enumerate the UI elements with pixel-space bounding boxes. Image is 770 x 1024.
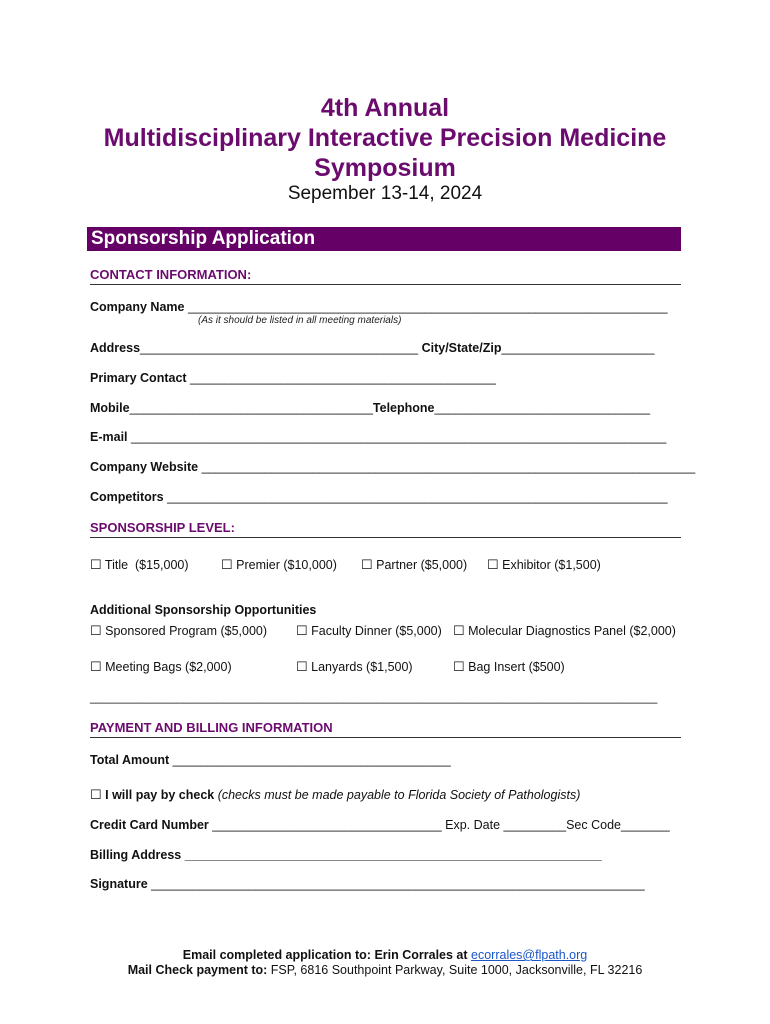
- address-field[interactable]: ________________________________________: [140, 341, 422, 355]
- credit-card-label: Credit Card Number: [90, 818, 209, 832]
- billing-address-field[interactable]: ____________________________________________________________: [181, 848, 602, 862]
- level-partner-option[interactable]: [361, 557, 467, 573]
- level-exhibitor-option[interactable]: [487, 557, 601, 573]
- billing-address-label: Billing Address: [90, 848, 182, 862]
- footer-email-prefix: Email completed application to: Erin Corrales at: [182, 948, 472, 962]
- credit-card-row[interactable]: [90, 818, 670, 832]
- credit-card-field[interactable]: _________________________________: [208, 818, 446, 832]
- website-label: Company Website: [90, 460, 199, 474]
- molecular-panel-option[interactable]: [453, 623, 676, 639]
- checkbox-icon[interactable]: ☐: [361, 557, 373, 572]
- checkbox-icon[interactable]: ☐: [487, 557, 499, 572]
- signature-field[interactable]: _______________________________________________________________________: [147, 877, 645, 891]
- checkbox-icon[interactable]: ☐: [453, 659, 465, 674]
- checkbox-icon[interactable]: ☐: [296, 623, 308, 638]
- email-field[interactable]: _____________________________________________________________________________: [127, 430, 667, 444]
- section-divider: _____________________________________________________________________________________: [90, 690, 658, 704]
- checkbox-icon[interactable]: ☐: [90, 659, 102, 674]
- total-amount-field[interactable]: ________________________________________: [169, 753, 451, 767]
- sponsorship-banner: Sponsorship Application: [87, 227, 681, 251]
- additional-opportunities-heading: [90, 603, 316, 617]
- title-line-2: Multidisciplinary Interactive Precision Medicine: [103, 124, 667, 152]
- primary-contact-row[interactable]: [90, 371, 496, 385]
- level-premier-option[interactable]: [221, 557, 337, 573]
- checkbox-icon[interactable]: ☐: [90, 557, 102, 572]
- competitors-field[interactable]: ________________________________________________________________________: [163, 490, 668, 504]
- title-line-3: Symposium: [314, 154, 456, 182]
- pay-by-check-label: I will pay by check: [105, 788, 215, 802]
- sponsored-program-label: Sponsored Program ($5,000): [105, 624, 268, 638]
- sec-code-label: Sec Code: [566, 818, 621, 832]
- telephone-field[interactable]: _______________________________: [434, 401, 651, 415]
- telephone-label: Telephone: [372, 401, 435, 415]
- address-label: Address: [90, 341, 141, 355]
- level-title-option[interactable]: [90, 557, 189, 573]
- company-name-note: (As it should be listed in all meeting materials): [198, 315, 402, 326]
- company-name-label: Company Name: [90, 300, 185, 314]
- total-amount-label: Total Amount: [90, 753, 170, 767]
- phone-row[interactable]: [90, 401, 650, 415]
- lanyards-label: Lanyards ($1,500): [311, 660, 413, 674]
- molecular-panel-label: Molecular Diagnostics Panel ($2,000): [468, 624, 676, 638]
- checkbox-icon[interactable]: ☐: [90, 623, 102, 638]
- exp-date-label: Exp. Date: [445, 818, 501, 832]
- website-row[interactable]: [90, 460, 695, 474]
- exp-date-field[interactable]: _________: [500, 818, 567, 832]
- address-row[interactable]: [90, 341, 654, 355]
- bag-insert-label: Bag Insert ($500): [468, 660, 565, 674]
- checkbox-icon[interactable]: ☐: [296, 659, 308, 674]
- event-date: Sepember 13-14, 2024: [287, 183, 483, 204]
- additional-opportunities-label: Additional Sponsorship Opportunities: [90, 603, 317, 617]
- footer-mail-address: FSP, 6816 Southpoint Parkway, Suite 1000, Jacksonville, FL 32216: [270, 963, 643, 977]
- competitors-row[interactable]: [90, 490, 668, 504]
- mobile-field[interactable]: ___________________________________: [129, 401, 373, 415]
- level-premier-label: Premier ($10,000): [236, 558, 337, 572]
- city-state-zip-label: City/State/Zip: [421, 341, 502, 355]
- signature-label: Signature: [90, 877, 148, 891]
- sponsorship-section-heading: SPONSORSHIP LEVEL:: [90, 520, 681, 538]
- bag-insert-option[interactable]: [453, 659, 565, 675]
- signature-row[interactable]: [90, 877, 645, 891]
- level-exhibitor-label: Exhibitor ($1,500): [502, 558, 601, 572]
- email-row[interactable]: [90, 430, 666, 444]
- sponsored-program-option[interactable]: [90, 623, 267, 639]
- sec-code-field[interactable]: _______: [620, 818, 670, 832]
- footer-email-link[interactable]: ecorrales@flpath.org: [471, 948, 588, 962]
- billing-address-row[interactable]: [90, 848, 602, 862]
- checkbox-icon[interactable]: ☐: [453, 623, 465, 638]
- meeting-bags-label: Meeting Bags ($2,000): [105, 660, 232, 674]
- company-name-row[interactable]: [90, 300, 668, 314]
- pay-by-check-row[interactable]: [90, 787, 580, 803]
- faculty-dinner-option[interactable]: [296, 623, 442, 639]
- checkbox-icon[interactable]: ☐: [221, 557, 233, 572]
- competitors-label: Competitors: [90, 490, 164, 504]
- website-field[interactable]: _______________________________________________________________________: [198, 460, 696, 474]
- checkbox-icon[interactable]: ☐: [90, 787, 102, 802]
- payment-section-heading: PAYMENT AND BILLING INFORMATION: [90, 720, 681, 738]
- primary-contact-field[interactable]: ____________________________________________: [186, 371, 496, 385]
- company-name-field[interactable]: _____________________________________________________________________: [184, 300, 668, 314]
- document-title: [0, 93, 770, 183]
- mobile-label: Mobile: [90, 401, 130, 415]
- lanyards-option[interactable]: [296, 659, 413, 675]
- primary-contact-label: Primary Contact: [90, 371, 187, 385]
- pay-by-check-note: (checks must be made payable to Florida Society of Pathologists): [214, 788, 581, 802]
- footer-email-line: [0, 948, 770, 962]
- email-label: E-mail: [90, 430, 128, 444]
- level-partner-label: Partner ($5,000): [376, 558, 468, 572]
- total-amount-row[interactable]: [90, 753, 451, 767]
- contact-section-heading: CONTACT INFORMATION:: [90, 267, 681, 285]
- footer-mail-line: [0, 963, 770, 977]
- meeting-bags-option[interactable]: [90, 659, 232, 675]
- footer-mail-prefix: Mail Check payment to:: [127, 963, 271, 977]
- title-line-1: 4th Annual: [320, 94, 450, 122]
- level-title-label: Title ($15,000): [104, 558, 189, 572]
- faculty-dinner-label: Faculty Dinner ($5,000): [311, 624, 442, 638]
- city-state-zip-field[interactable]: ______________________: [501, 341, 655, 355]
